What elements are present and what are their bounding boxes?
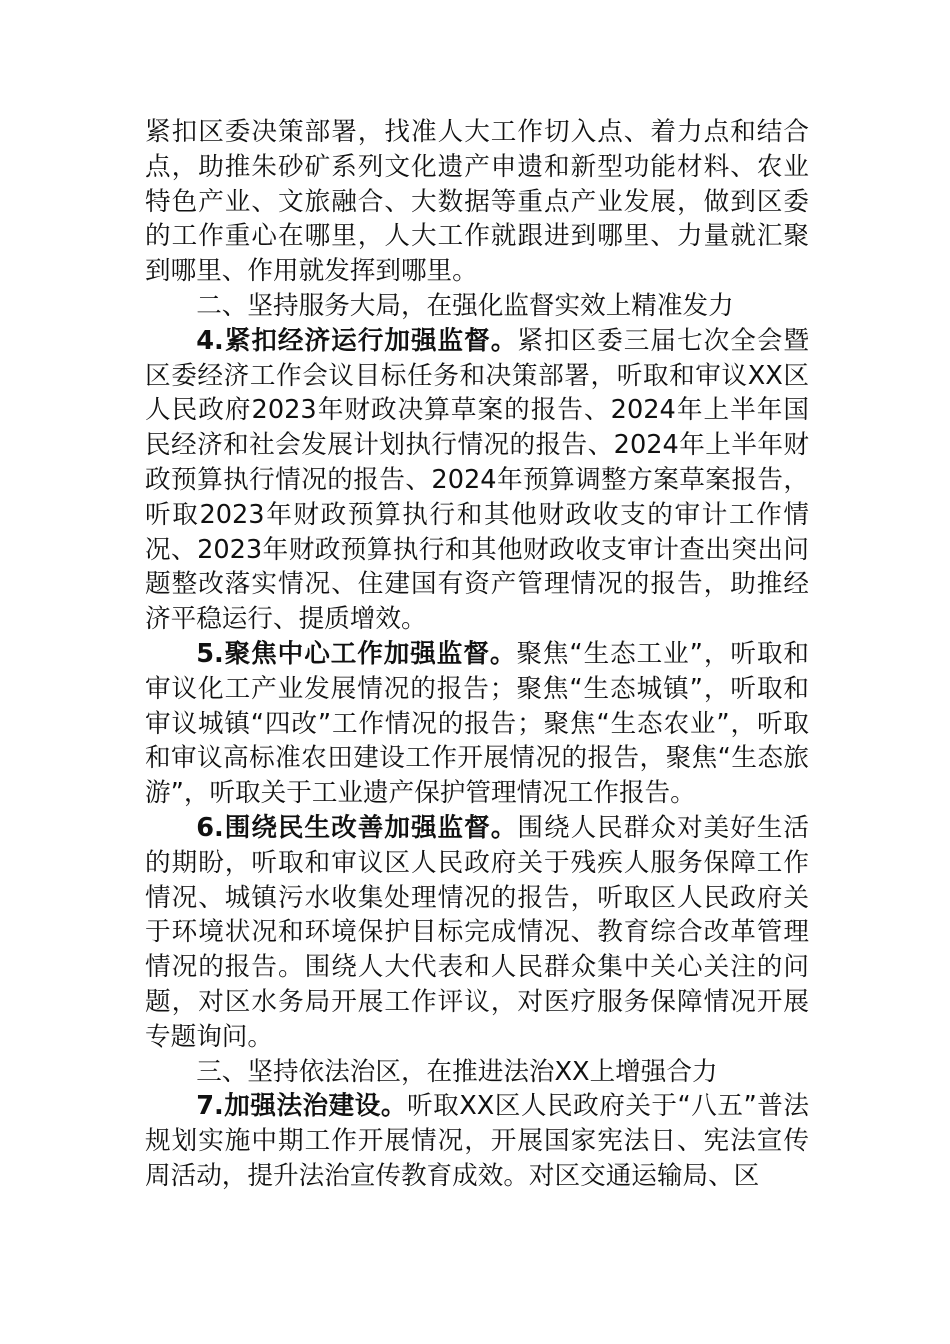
document-page (145, 115, 809, 1194)
paragraph-item-6 (145, 811, 809, 1055)
paragraph-1: 紧扣区委决策部署，找准人大工作切入点、着力点和结合点，助推朱砂矿系列文化遗产申遗和新型功能材料、农业特色产业、文旅融合、大数据等重点产业发展，做到区委的工作重心在哪里，人大工作就跟进到哪里、力量就汇聚到哪里、作用就发挥到哪里。 (145, 117, 809, 287)
item-7-lead: 7.加强法治建设。 (196, 1091, 407, 1122)
paragraph-item-5 (145, 637, 809, 811)
item-7-body: 听取XX区人民政府关于“八五”普法规划实施中期工作开展情况，开展国家宪法日、宪法宣传周活动，提升法治宣传教育成效。对区交通运输局、区 (145, 1091, 809, 1191)
paragraph-item-4 (145, 324, 809, 637)
item-4-lead: 4.紧扣经济运行加强监督。 (196, 325, 518, 356)
item-4-body: 紧扣区委三届七次全会暨区委经济工作会议目标任务和决策部署，听取和审议XX区人民政府2023年财政决算草案的报告、2024年上半年国民经济和社会发展计划执行情况的报告、2024年上半年财政预算执行情况的报告、2024年预算调整方案草案报告，听取2023年财政预算执行和其他财政收支的审计工作情况、2023年财政预算执行和其他财政收支审计查出突出问题整改落实情况、住建国有资产管理情况的报告，助推经济平稳运行、提质增效。 (145, 325, 809, 635)
section-heading-2: 二、坚持服务大局，在强化监督实效上精准发力 (196, 290, 734, 321)
section-heading-3: 三、坚持依法治区，在推进法治XX上增强合力 (196, 1056, 718, 1087)
item-5-body: 聚焦“生态工业”，听取和审议化工产业发展情况的报告；聚焦“生态城镇”，听取和审议城镇“四改”工作情况的报告；聚焦“生态农业”，听取和审议高标准农田建设工作开展情况的报告，聚焦“生态旅游”，听取关于工业遗产保护管理情况工作报告。 (145, 638, 809, 809)
paragraph-item-7 (145, 1089, 809, 1193)
item-5-lead: 5.聚焦中心工作加强监督。 (196, 638, 517, 669)
item-6-body: 围绕人民群众对美好生活的期盼，听取和审议区人民政府关于残疾人服务保障工作情况、城镇污水收集处理情况的报告，听取区人民政府关于环境状况和环境保护目标完成情况、教育综合改革管理情况的报告。围绕人大代表和人民群众集中关心关注的问题，对区水务局开展工作评议，对医疗服务保障情况开展专题询问。 (145, 812, 809, 1052)
item-6-lead: 6.围绕民生改善加强监督。 (196, 812, 518, 843)
